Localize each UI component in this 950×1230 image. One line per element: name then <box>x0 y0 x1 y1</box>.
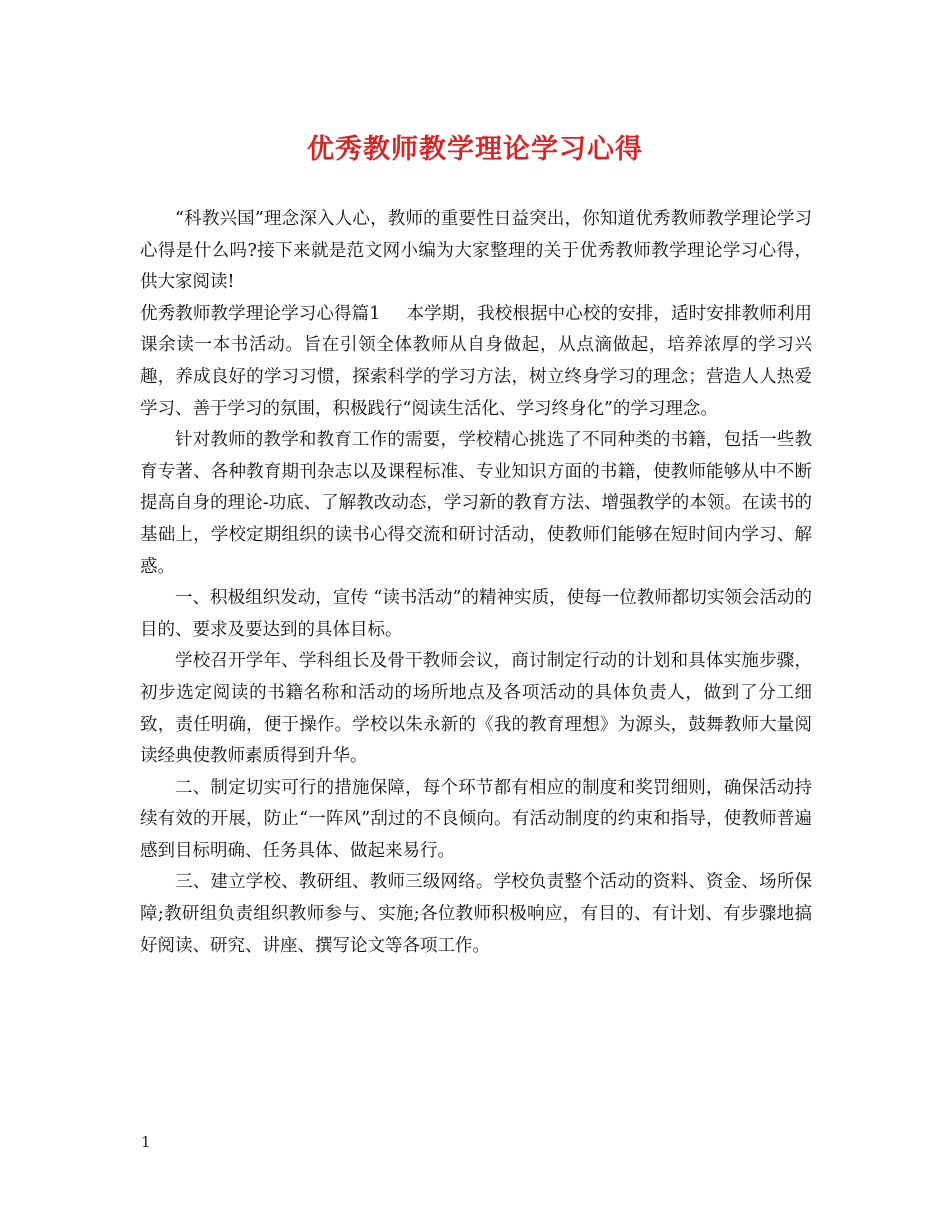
section-first-paragraph <box>140 299 812 425</box>
body-paragraph: 三、建立学校、教研组、教师三级网络。学校负责整个活动的资料、资金、场所保障;教研组负责组织教师参与、实施;各位教师积极响应，有目的、有计划、有步骤地搞好阅读、研究、讲座、撰写论文等各项工作。 <box>140 872 812 956</box>
page-number: 1 <box>141 1133 151 1151</box>
body-paragraph: 学校召开学年、学科组长及骨干教师会议，商讨制定行动的计划和具体实施步骤，初步选定阅读的书籍名称和活动的场所地点及各项活动的具体负责人，做到了分工细致，责任明确，便于操作。学校以朱永新的《我的教育理想》为源头，鼓舞教师大量阅读经典使教师素质得到升华。 <box>140 651 812 767</box>
intro-paragraph: “科教兴国”理念深入人心，教师的重要性日益突出，你知道优秀教师教学理论学习心得是什么吗?接下来就是范文网小编为大家整理的关于优秀教师教学理论学习心得，供大家阅读! <box>140 209 812 293</box>
document-body <box>140 204 812 962</box>
document-title: 优秀教师教学理论学习心得 <box>307 134 643 165</box>
body-paragraph: 一、积极组织发动，宣传 “读书活动”的精神实质，使每一位教师都切实领会活动的目的、要求及要达到的具体目标。 <box>140 588 812 640</box>
section-first-text: 本学期，我校根据中心校的安排，适时安排教师利用课余读一本书活动。旨在引领全体教师从自身做起，从点滴做起，培养浓厚的学习兴趣，养成良好的学习习惯，探索科学的学习方法，树立终身学习的理念；营造人人热爱学习、善于学习的氛围，积极践行“阅读生活化、学习终身化”的学习理念。 <box>140 303 812 419</box>
body-paragraph: 二、制定切实可行的措施保障，每个环节都有相应的制度和奖罚细则，确保活动持续有效的开展，防止“一阵风”刮过的不良倾向。有活动制度的约束和指导，使教师普遍感到目标明确、任务具体、做起来易行。 <box>140 777 812 861</box>
body-paragraph: 针对教师的教学和教育工作的需要，学校精心挑选了不同种类的书籍，包括一些教育专著、各种教育期刊杂志以及课程标准、专业知识方面的书籍，使教师能够从中不断提高自身的理论-功底、了解教改动态，学习新的教育方法、增强教学的本领。在读书的基础上，学校定期组织的读书心得交流和研讨活动，使教师们能够在短时间内学习、解惑。 <box>140 430 812 577</box>
section-heading: 优秀教师教学理论学习心得篇1 <box>140 303 381 324</box>
